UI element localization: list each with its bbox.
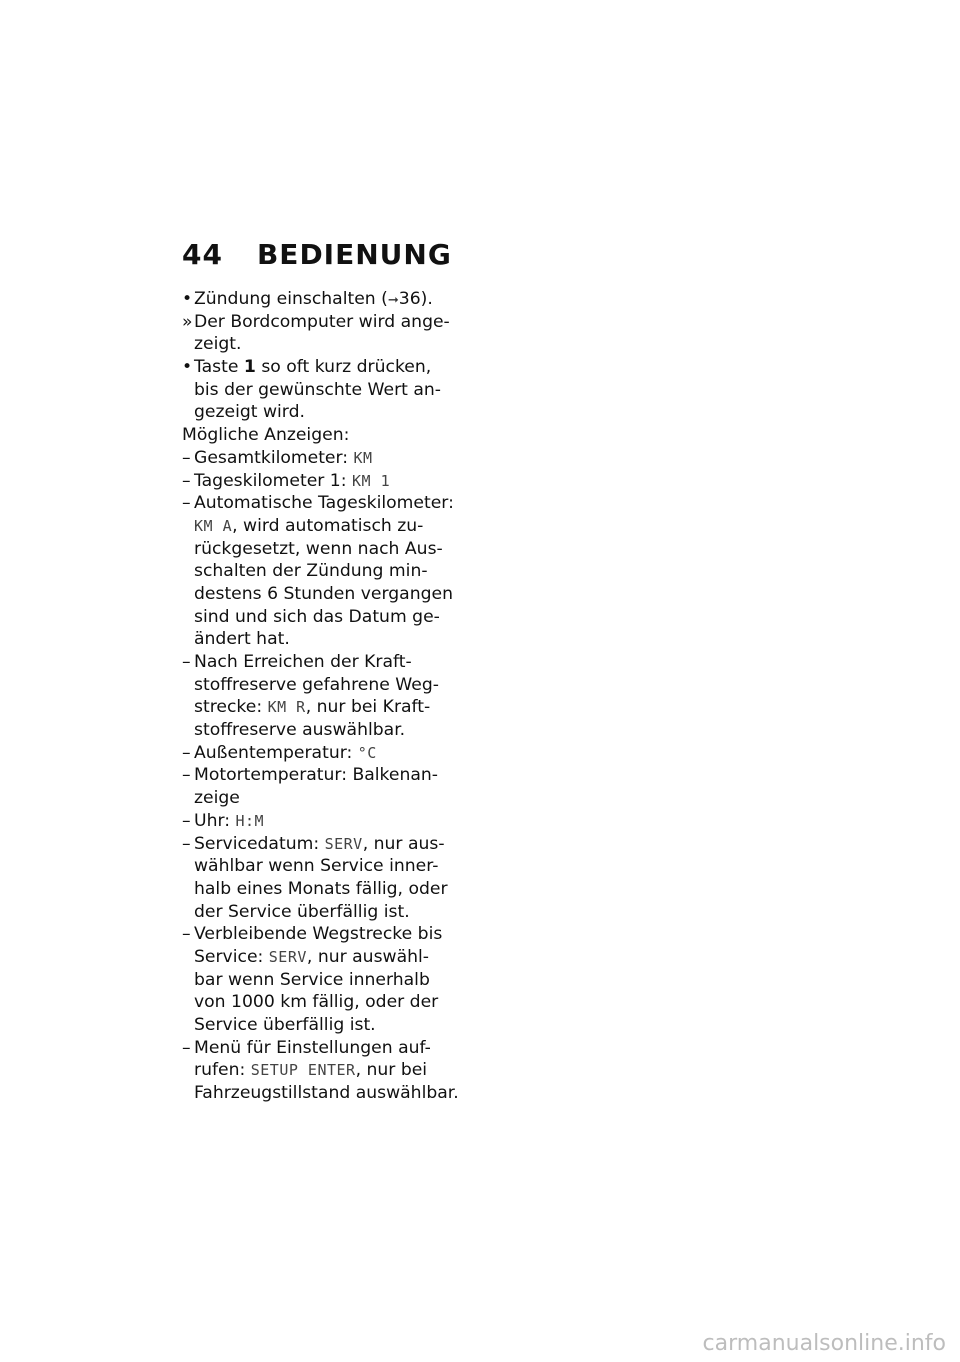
- display-code: KM R: [267, 698, 306, 717]
- option-line: stoffreserve auswählbar.: [194, 720, 406, 741]
- display-code: °C: [357, 743, 377, 762]
- step-line: gezeigt wird.: [194, 402, 305, 423]
- bullet-mark: •: [182, 289, 193, 309]
- option-line: bar wenn Service innerhalb: [194, 969, 430, 990]
- display-code: SERV: [324, 834, 363, 853]
- option-total-km: – Gesamtkilometer: KM: [182, 447, 373, 468]
- step-line: bis der gewünschte Wert an-: [194, 379, 441, 400]
- section-title: BEDIENUNG: [256, 238, 452, 271]
- dash-mark: –: [182, 765, 191, 786]
- option-line: wählbar wenn Service inner-: [194, 856, 439, 877]
- option-line: Service: SERV, nur auswähl-: [194, 946, 429, 967]
- dash-mark: –: [182, 833, 191, 854]
- dash-mark: –: [182, 470, 191, 491]
- option-trip-km: – Tageskilometer 1: KM 1: [182, 470, 391, 491]
- result-line: zeigt.: [194, 334, 242, 355]
- display-code: SERV: [268, 947, 307, 966]
- display-code: SETUP ENTER: [250, 1061, 356, 1080]
- step-ignition: • Zündung einschalten (➞36).: [182, 289, 433, 309]
- option-line: von 1000 km fällig, oder der: [194, 992, 439, 1013]
- option-service-date: – Servicedatum: SERV, nur aus-: [182, 833, 445, 854]
- options-label: Mögliche Anzeigen:: [182, 425, 350, 446]
- option-line: Fahrzeugstillstand auswählbar.: [194, 1083, 459, 1104]
- option-service-distance: – Verbleibende Wegstrecke bis: [182, 924, 443, 945]
- option-engine-temp: – Motortemperatur: Balkenan-: [182, 765, 438, 786]
- instruction-content: [182, 288, 472, 1105]
- dash-mark: –: [182, 742, 191, 763]
- option-line: rückgesetzt, wenn nach Aus-: [194, 538, 443, 559]
- display-code: KM A: [194, 516, 233, 535]
- result-line: » Der Bordcomputer wird ange-: [182, 311, 450, 332]
- option-line: strecke: KM R, nur bei Kraft-: [194, 697, 431, 718]
- option-line: Service überfällig ist.: [194, 1015, 376, 1035]
- bullet-mark: •: [182, 357, 193, 378]
- step-press-button: • Taste 1 so oft kurz drücken,: [182, 357, 432, 378]
- display-code: KM 1: [352, 471, 391, 490]
- option-outside-temp: – Außentemperatur: °C: [182, 742, 377, 763]
- option-line: rufen: SETUP ENTER, nur bei: [194, 1060, 428, 1081]
- dash-mark: –: [182, 652, 191, 672]
- page-heading: [182, 238, 452, 271]
- page-reference[interactable]: 36: [398, 289, 421, 309]
- page-reference-arrow-icon: ➞: [387, 293, 399, 308]
- option-line: KM A, wird automatisch zu-: [194, 515, 424, 536]
- display-code: KM: [353, 448, 373, 467]
- option-line: ändert hat.: [194, 629, 290, 650]
- dash-mark: –: [182, 924, 191, 945]
- watermark: carmanualsonline.info: [702, 1331, 946, 1356]
- option-auto-trip-km: – Automatische Tageskilometer:: [182, 493, 454, 514]
- option-line: stoffreserve gefahrene Weg-: [194, 674, 439, 695]
- option-settings-menu: – Menü für Einstellungen auf-: [182, 1037, 431, 1058]
- option-line: der Service überfällig ist.: [194, 901, 410, 922]
- option-line: schalten der Zündung min-: [194, 561, 428, 582]
- page-number: 44: [182, 238, 223, 271]
- option-clock: – Uhr: H:M: [182, 810, 265, 831]
- option-reserve-distance: – Nach Erreichen der Kraft-: [182, 652, 412, 672]
- option-line: halb eines Monats fällig, oder: [194, 878, 448, 899]
- dash-mark: –: [182, 447, 191, 468]
- dash-mark: –: [182, 1037, 191, 1058]
- option-line: destens 6 Stunden vergangen: [194, 583, 453, 604]
- option-line: sind und sich das Datum ge-: [194, 606, 440, 627]
- dash-mark: –: [182, 810, 191, 831]
- option-line: zeige: [194, 788, 240, 809]
- display-code: H:M: [235, 811, 265, 830]
- dash-mark: –: [182, 493, 191, 514]
- result-mark: »: [182, 311, 193, 332]
- button-number: 1: [243, 357, 256, 378]
